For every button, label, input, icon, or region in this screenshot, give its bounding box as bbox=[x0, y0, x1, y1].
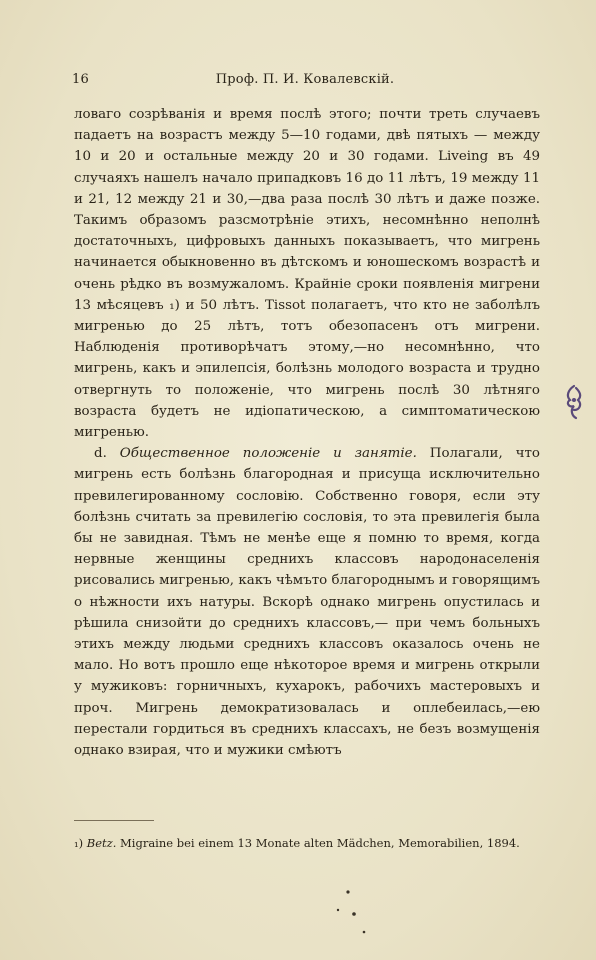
footnote-text: Migraine bei einem 13 Monate alten Mädchen, Memorabilien, 1894. bbox=[120, 836, 520, 850]
running-title: Проф. П. И. Ковалевскій. bbox=[215, 72, 395, 87]
paragraph-1 bbox=[74, 104, 540, 443]
footnote bbox=[74, 834, 540, 852]
footnote-author: Betz. bbox=[86, 836, 121, 850]
section-heading: Общественное положеніе и занятіе. bbox=[119, 446, 430, 462]
paper-blemish-icon bbox=[330, 880, 390, 940]
footnote-divider bbox=[74, 820, 154, 821]
footnote-mark: ₁) bbox=[74, 836, 87, 850]
page-number: 16 bbox=[72, 72, 89, 87]
library-stamp-icon bbox=[562, 384, 586, 420]
section-letter: d. bbox=[94, 446, 120, 462]
page-header bbox=[70, 72, 540, 92]
paragraph-2 bbox=[74, 443, 540, 761]
paragraph-1-text: ловаго созрѣванія и время послѣ этого; почти треть случаевъ падаетъ на возрастъ между 5—10 годами, двѣ пятыхъ — между 10 и 20 и остальные между 20 и 30 годами. Liveing въ 49 случаяхъ нашелъ начало припадковъ 16 до 11 лѣтъ, 19 между 11 и 21, 12 между 21 и 30,—два раза послѣ 30 лѣтъ и даже позже. Такимъ образомъ разсмотрѣніе этихъ, несомнѣнно неполнѣ достаточныхъ, цифровыхъ данныхъ показываетъ, что мигрень начинается обыкновенно въ дѣтскомъ и юношескомъ возрастѣ и очень рѣдко въ возмужаломъ. Крайніе сроки появленія мигрени 13 мѣсяцевъ ₁) и 50 лѣтъ. Tissot полагаетъ, что кто не заболѣлъ мигренью до 25 лѣтъ, тотъ обезопасенъ отъ мигрени. Наблюденія противорѣчатъ этому,—но несомнѣнно, что мигрень, какъ и эпилепсія, болѣзнь молодого возраста и трудно отвергнуть то положеніе, что мигрень послѣ 30 лѣтняго возраста будетъ не идіопатическою, а симптоматическою мигренью. bbox=[74, 107, 540, 441]
paragraph-2-text: Полагали, что мигрень есть болѣзнь благородная и присуща исключительно превилегированному сословію. Собственно говоря, если эту болѣзнь считать за превилегію сословія, то эта превилегія была бы не завидная. Тѣмъ не менѣе еще я помню то время, когда нервные женщины среднихъ классовъ народонаселенія рисовались мигренью, какъ чѣмъто благороднымъ и говорящимъ о нѣжности ихъ натуры. Вскорѣ однако мигрень опустилась и рѣшила снизойти до среднихъ классовъ,— при чемъ больныхъ этихъ между людьми среднихъ классовъ оказалось очень не мало. Но вотъ прошло еще нѣкоторое время и мигрень открыли у мужиковъ: горничныхъ, кухарокъ, рабочихъ мастеровыхъ и проч. Мигрень демократизовалась и оплебеилась,—ею перестали гордиться въ среднихъ классахъ, не безъ возмущенія однако взирая, что и мужики смѣютъ bbox=[74, 446, 540, 759]
main-text bbox=[74, 104, 540, 761]
